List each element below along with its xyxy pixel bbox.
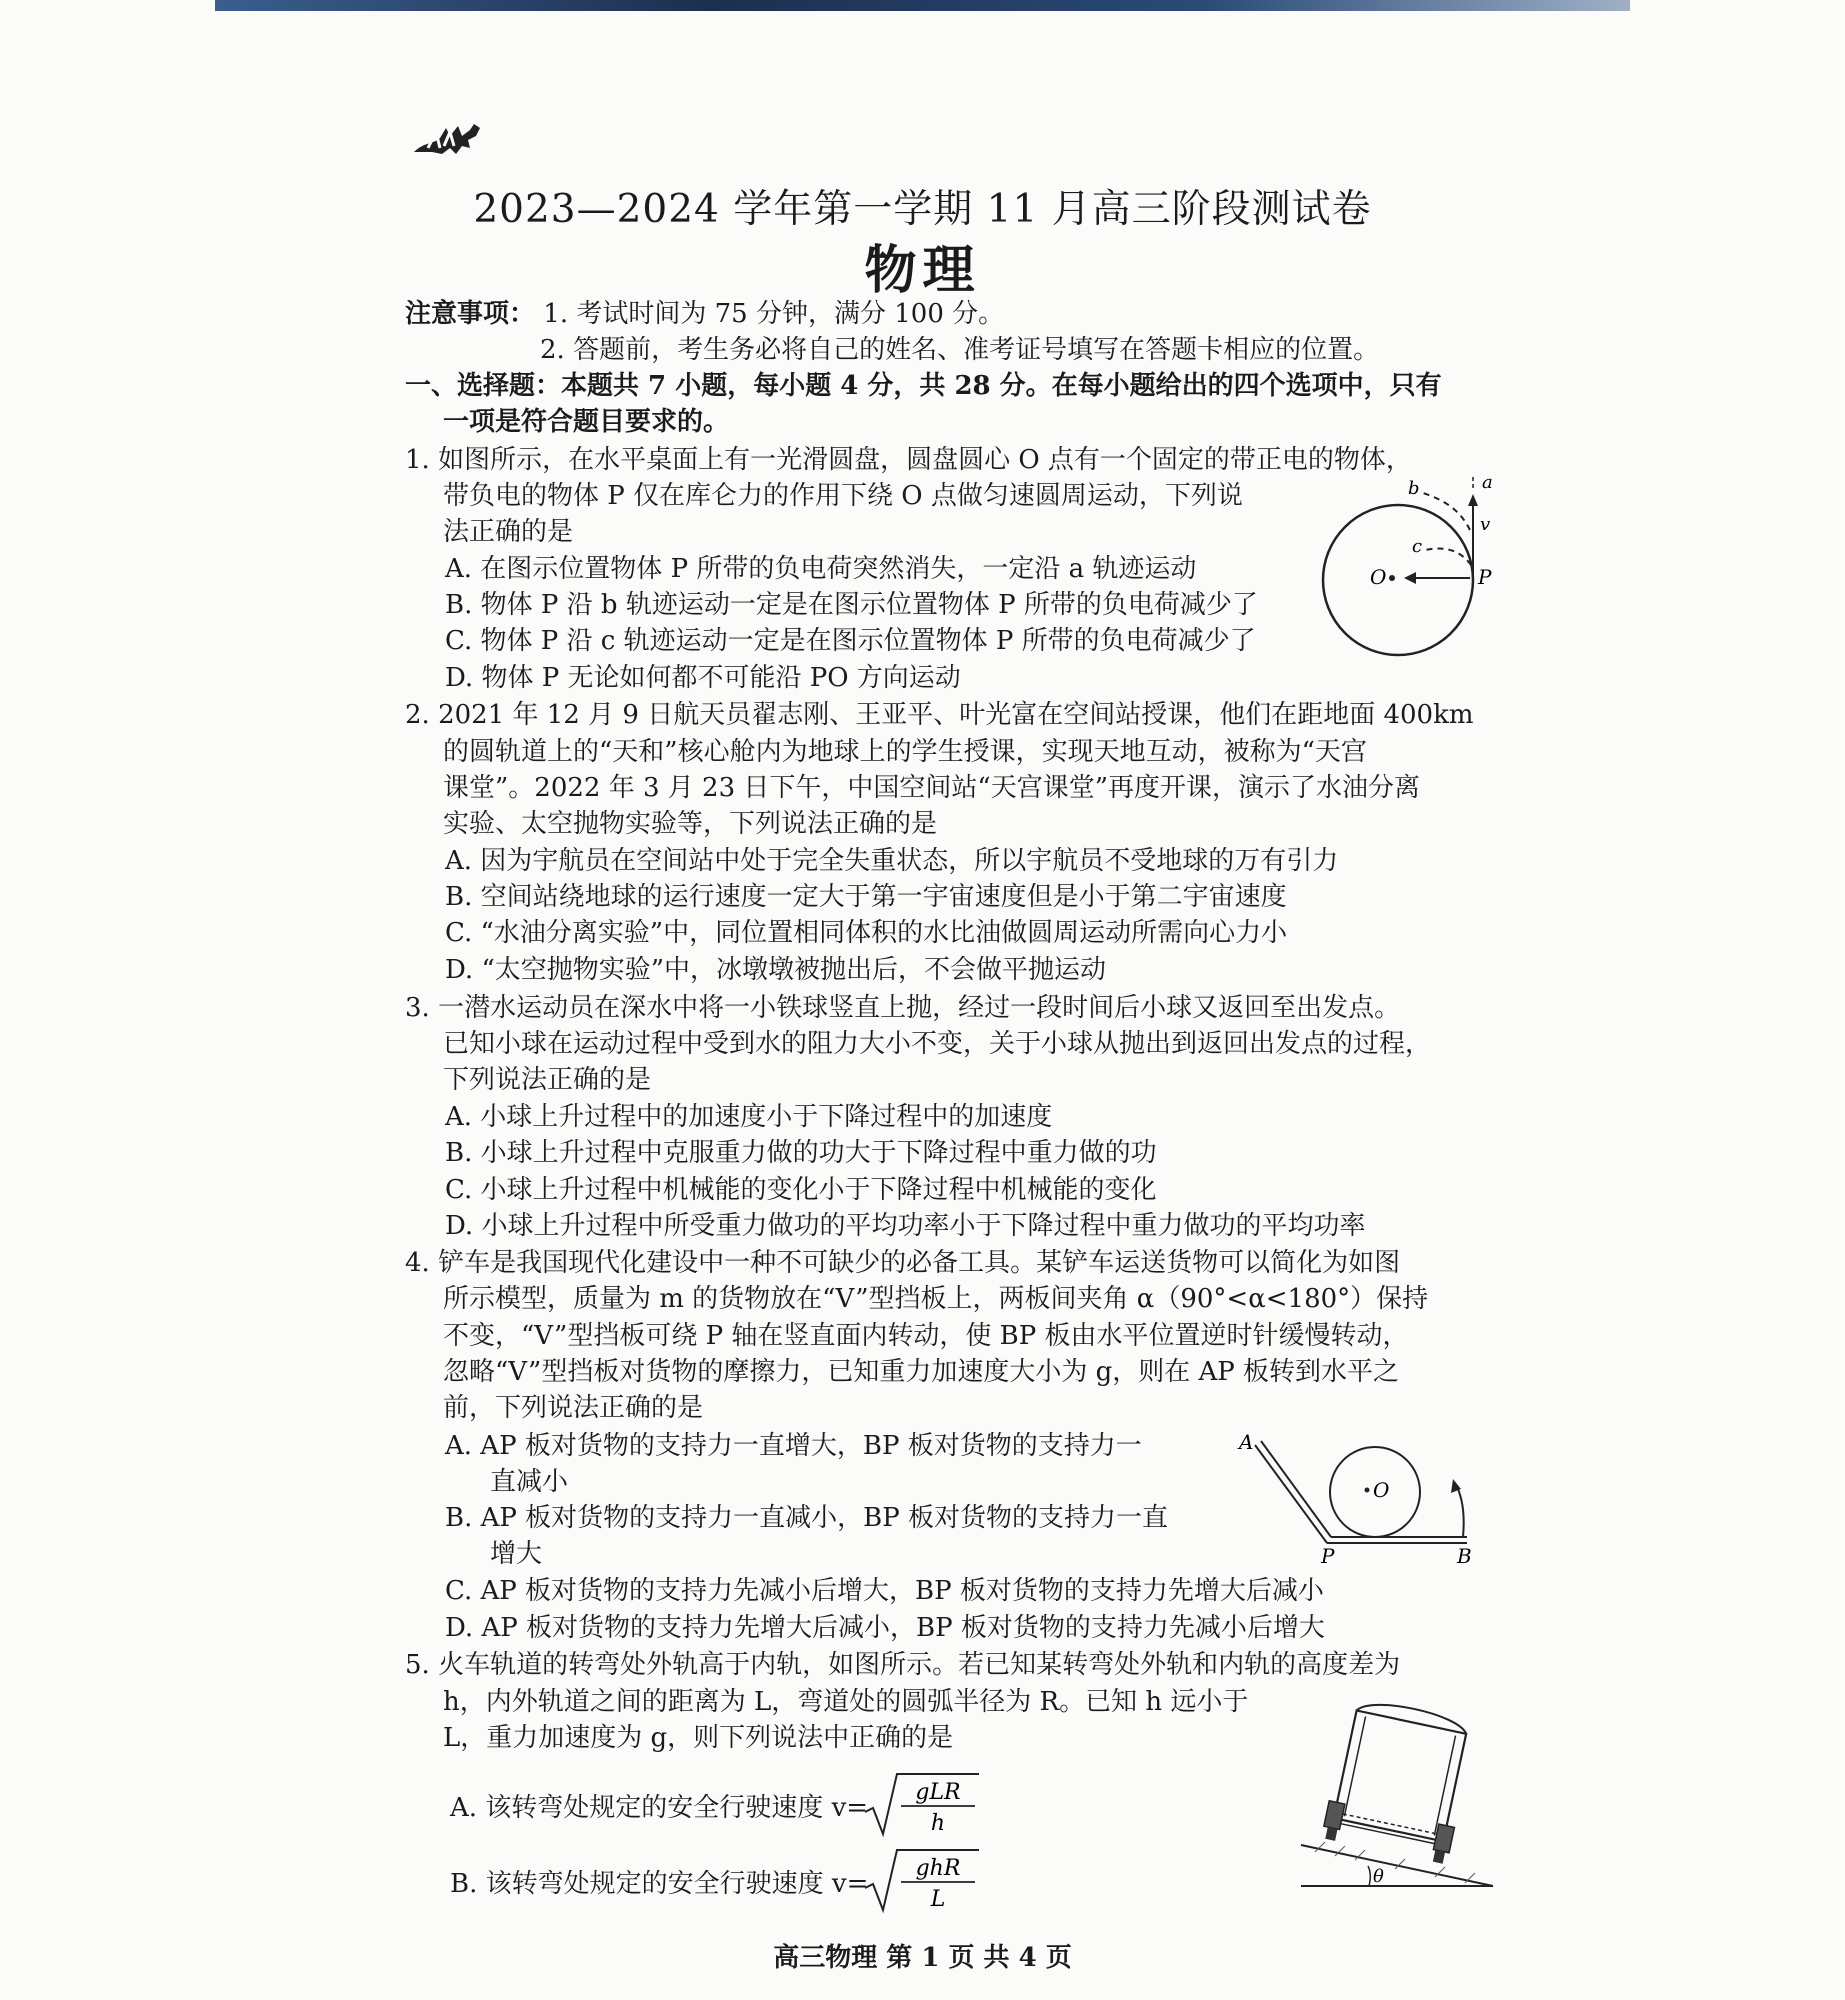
q4-fig-label-b: B xyxy=(1457,1544,1472,1565)
q4-fig-label-a: A xyxy=(1239,1430,1254,1454)
q1-fig-label-v: v xyxy=(1480,514,1491,535)
q2-option-c: C. “水油分离实验”中，同位置相同体积的水比油做圆周运动所需向心力小 xyxy=(445,918,1288,948)
q5-fig-label-theta: θ xyxy=(1373,1866,1384,1887)
q4-line-4: 忽略“V”型挡板对货物的摩擦力，已知重力加速度大小为 g，则在 AP 板转到水平之 xyxy=(443,1357,1400,1387)
q4-line-5: 前，下列说法正确的是 xyxy=(443,1393,704,1423)
q1-fig-label-b: b xyxy=(1408,478,1420,499)
q5-option-b-denominator: L xyxy=(930,1887,946,1912)
q5-line-1: 5. 火车轨道的转弯处外轨高于内轨，如图所示。若已知某转弯处外轨和内轨的高度差为 xyxy=(405,1650,1401,1680)
exam-title: 2023—2024 学年第一学期 11 月高三阶段测试卷 xyxy=(473,187,1372,232)
q1-option-a: A. 在图示位置物体 P 所带的负电荷突然消失，一定沿 a 轨迹运动 xyxy=(445,554,1197,584)
q2-option-a: A. 因为宇航员在空间站中处于完全失重状态，所以宇航员不受地球的万有引力 xyxy=(445,846,1339,876)
q4-option-c: C. AP 板对货物的支持力先减小后增大，BP 板对货物的支持力先增大后减小 xyxy=(445,1576,1324,1606)
notice-row-1 xyxy=(405,296,1004,332)
notice-item-2: 2. 答题前，考生务必将自己的姓名、准考证号填写在答题卡相应的位置。 xyxy=(540,335,1380,365)
q1-line-2: 带负电的物体 P 仅在库仑力的作用下绕 O 点做匀速圆周运动，下列说 xyxy=(443,481,1243,511)
section1-line-1: 一、选择题：本题共 7 小题，每小题 4 分，共 28 分。在每小题给出的四个选项中，只有 xyxy=(405,371,1442,401)
q5-option-b xyxy=(450,1866,868,1902)
q2-line-3: 课堂”。2022 年 3 月 23 日下午，中国空间站“天宫课堂”再度开课，演示了水油分离 xyxy=(443,773,1420,803)
q1-option-c: C. 物体 P 沿 c 轨迹运动一定是在图示位置物体 P 所带的负电荷减少了 xyxy=(445,626,1256,656)
q1-fig-label-c: c xyxy=(1412,536,1423,557)
q4-line-2: 所示模型，质量为 m 的货物放在“V”型挡板上，两板间夹角 α（90°<α<180°）保持 xyxy=(443,1284,1429,1314)
q5-option-a-denominator: h xyxy=(930,1811,946,1836)
q5-option-a-numerator: gLR xyxy=(915,1780,961,1805)
exam-subject: 物理 xyxy=(864,240,981,301)
q4-fig-label-p: P xyxy=(1321,1544,1335,1565)
q1-option-d: D. 物体 P 无论如何都不可能沿 PO 方向运动 xyxy=(445,663,961,693)
q1-figure xyxy=(1320,470,1500,680)
q4-option-d: D. AP 板对货物的支持力先增大后减小，BP 板对货物的支持力先减小后增大 xyxy=(445,1613,1325,1643)
page-footer: 高三物理 第 1 页 共 4 页 xyxy=(773,1943,1072,1973)
q2-line-2: 的圆轨道上的“天和”核心舱内为地球上的学生授课，实现天地互动，被称为“天宫 xyxy=(443,737,1367,767)
q5-option-a-radical xyxy=(863,1770,983,1840)
q1-line-3: 法正确的是 xyxy=(443,517,574,547)
top-scan-edge xyxy=(215,0,1630,11)
q4-option-b-line-2: 增大 xyxy=(490,1539,543,1569)
notice-label: 注意事项： xyxy=(405,299,536,329)
q4-option-a-line-1: A. AP 板对货物的支持力一直增大，BP 板对货物的支持力一 xyxy=(445,1431,1142,1461)
q4-line-3: 不变，“V”型挡板可绕 P 轴在竖直面内转动，使 BP 板由水平位置逆时针缓慢转动， xyxy=(443,1321,1409,1351)
notice-item-1: 1. 考试时间为 75 分钟，满分 100 分。 xyxy=(543,299,1005,329)
q3-option-c: C. 小球上升过程中机械能的变化小于下降过程中机械能的变化 xyxy=(445,1175,1157,1205)
q1-fig-label-p: P xyxy=(1478,565,1492,589)
q4-figure xyxy=(1235,1425,1480,1565)
q4-fig-label-o: O xyxy=(1373,1478,1390,1502)
q5-option-a xyxy=(450,1790,868,1826)
q2-line-1: 2. 2021 年 12 月 9 日航天员翟志刚、王亚平、叶光富在空间站授课，他们在距地面 400km xyxy=(405,700,1474,730)
q2-option-d: D. “太空抛物实验”中，冰墩墩被抛出后，不会做平抛运动 xyxy=(445,955,1107,985)
q1-fig-label-o: O xyxy=(1370,565,1387,589)
q1-fig-label-a: a xyxy=(1482,472,1493,493)
q3-option-a: A. 小球上升过程中的加速度小于下降过程中的加速度 xyxy=(445,1102,1053,1132)
q5-line-3: L，重力加速度为 g，则下列说法中正确的是 xyxy=(443,1723,954,1753)
q1-option-b: B. 物体 P 沿 b 轨迹运动一定是在图示位置物体 P 所带的负电荷减少了 xyxy=(445,590,1258,620)
q3-line-1: 3. 一潜水运动员在深水中将一小铁球竖直上抛，经过一段时间后小球又返回至出发点。 xyxy=(405,993,1401,1023)
q4-line-1: 4. 铲车是我国现代化建设中一种不可缺少的必备工具。某铲车运送货物可以简化为如图 xyxy=(405,1248,1401,1278)
q5-option-b-numerator: ghR xyxy=(915,1856,961,1881)
publisher-logo xyxy=(410,118,486,166)
q2-option-b: B. 空间站绕地球的运行速度一定大于第一宇宙速度但是小于第二宇宙速度 xyxy=(445,882,1287,912)
q2-line-4: 实验、太空抛物实验等，下列说法正确的是 xyxy=(443,809,938,839)
q5-option-a-text: A. 该转弯处规定的安全行驶速度 v= xyxy=(450,1793,869,1823)
q5-option-b-text: B. 该转弯处规定的安全行驶速度 v= xyxy=(450,1869,869,1899)
section1-line-2: 一项是符合题目要求的。 xyxy=(443,407,730,437)
q1-line-1: 1. 如图所示，在水平桌面上有一光滑圆盘，圆盘圆心 O 点有一个固定的带正电的物体， xyxy=(405,445,1412,475)
q3-line-3: 下列说法正确的是 xyxy=(443,1065,652,1095)
q3-option-d: D. 小球上升过程中所受重力做功的平均功率小于下降过程中重力做功的平均功率 xyxy=(445,1211,1366,1241)
q5-train-figure xyxy=(1295,1690,1505,1895)
q3-line-2: 已知小球在运动过程中受到水的阻力大小不变，关于小球从抛出到返回出发点的过程， xyxy=(443,1029,1432,1059)
q4-option-a-line-2: 直减小 xyxy=(490,1467,569,1497)
q4-option-b-line-1: B. AP 板对货物的支持力一直减小，BP 板对货物的支持力一直 xyxy=(445,1503,1169,1533)
q5-option-b-radical xyxy=(863,1846,983,1916)
q5-line-2: h，内外轨道之间的距离为 L，弯道处的圆弧半径为 R。已知 h 远小于 xyxy=(443,1687,1249,1717)
q3-option-b: B. 小球上升过程中克服重力做的功大于下降过程中重力做的功 xyxy=(445,1138,1157,1168)
